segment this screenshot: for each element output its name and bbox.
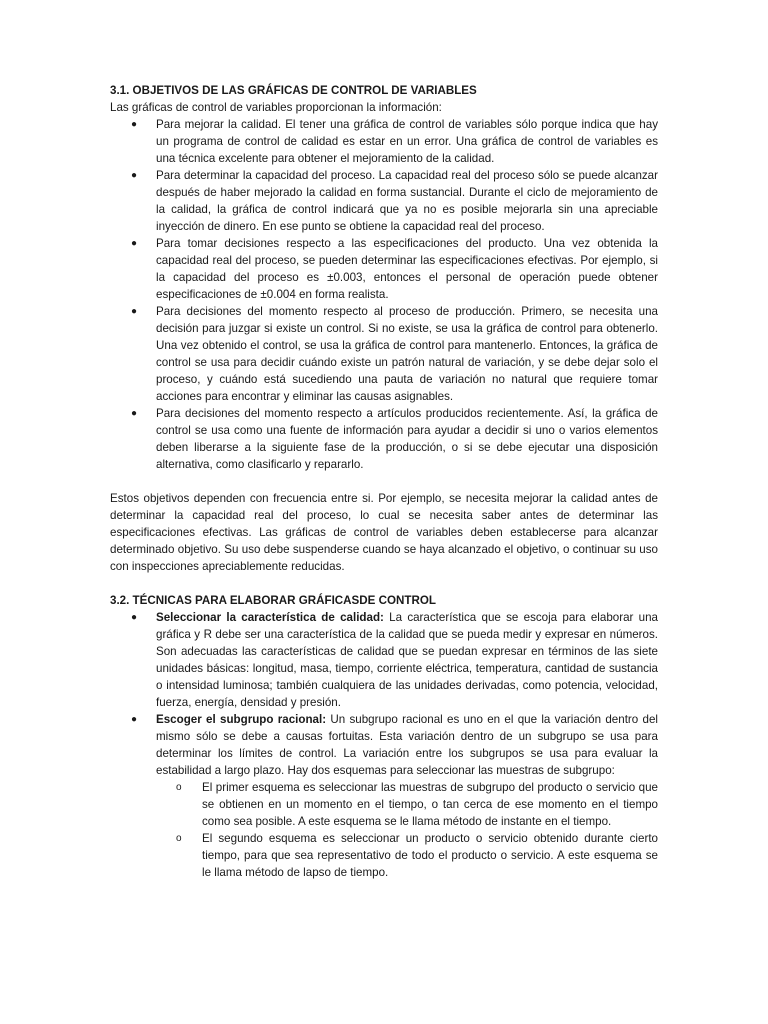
- bullet-icon: ●: [131, 714, 138, 725]
- list-item-text: Para mejorar la calidad. El tener una gráfica de control de variables sólo porque indica que hay un programa de control de calidad es estar en un error. Una gráfica de control de variables es una técnica excelente para obtener el mejoramiento de la calidad.: [156, 118, 658, 165]
- sub-list-item-text: El primer esquema es seleccionar las muestras de subgrupo del producto o servicio que se obtienen en un momento en el tiempo, o tan cerca de ese momento en el tiempo como sea posible. A este esquema se le llama método de instante en el tiempo.: [202, 781, 658, 828]
- list-item: [131, 116, 658, 167]
- circle-bullet-icon: o: [176, 782, 182, 793]
- list-item: [131, 711, 658, 881]
- list-item-text: Para tomar decisiones respecto a las especificaciones del producto. Una vez obtenida la capacidad real del proceso, se pueden determinar las especificaciones efectivas. Por ejemplo, si la capacidad del proceso es ±0.003, entonces el personal de operación puede obtener especificaciones de ±0.004 en forma realista.: [156, 237, 658, 301]
- circle-bullet-icon: o: [176, 833, 182, 844]
- bullet-icon: ●: [131, 119, 138, 130]
- list-item-text: Para decisiones del momento respecto a artículos producidos recientemente. Así, la gráfica de control se usa como una fuente de información para ayudar a decidir si uno o varios elementos deben liberarse a la siguiente fase de la producción, o si se debe ejecutar una disposición alternativa, como clasificarlo y repararlo.: [156, 407, 658, 471]
- list-item: [131, 167, 658, 235]
- list-item: [131, 303, 658, 405]
- list-item-text: Para decisiones del momento respecto al proceso de producción. Primero, se necesita una decisión para juzgar si existe un control. Si no existe, se usa la gráfica de control para obtenerlo. Una vez obtenido el control, se usa la gráfica de control para mantenerlo. Entonces, la gráfica de control se usa para decidir cuándo existe un patrón natural de variación, y se debe dejar solo el proceso, y cuándo está sucediendo una pauta de variación no natural que requiere tomar acciones para encontrar y eliminar las causas asignables.: [156, 305, 658, 403]
- sub-list-item-text: El segundo esquema es seleccionar un producto o servicio obtenido durante cierto tiempo, para que sea representativo de todo el producto o servicio. A este esquema se le llama método de lapso de tiempo.: [202, 832, 658, 879]
- bullet-icon: ●: [131, 170, 138, 181]
- techniques-list: [110, 609, 658, 881]
- document-page: [110, 82, 658, 881]
- sub-list: [156, 779, 658, 881]
- list-item: [131, 609, 658, 711]
- bullet-icon: ●: [131, 408, 138, 419]
- bullet-icon: ●: [131, 306, 138, 317]
- list-item-lead: Escoger el subgrupo racional:: [156, 713, 327, 726]
- intro-paragraph: Las gráficas de control de variables proporcionan la información:: [110, 101, 442, 114]
- section-heading-tecnicas: 3.2. TÉCNICAS PARA ELABORAR GRÁFICASDE CONTROL: [110, 594, 436, 607]
- list-item-lead: Seleccionar la característica de calidad:: [156, 611, 384, 624]
- spacer: [110, 473, 658, 490]
- closing-paragraph: Estos objetivos dependen con frecuencia entre si. Por ejemplo, se necesita mejorar la calidad antes de determinar la capacidad real del proceso, lo cual se necesita saber antes de determinar las especificaciones efectivas. Las gráficas de control de variables deben establecerse para alcanzar determinado objetivo. Su uso debe suspenderse cuando se haya alcanzado el objetivo, o continuar su uso con inspecciones apreciablemente reducidas.: [110, 492, 658, 573]
- objectives-list: [110, 116, 658, 473]
- sub-list-item: [176, 830, 658, 881]
- sub-list-item: [176, 779, 658, 830]
- section-heading-objetivos: 3.1. OBJETIVOS DE LAS GRÁFICAS DE CONTROL DE VARIABLES: [110, 84, 477, 97]
- spacer: [110, 575, 658, 592]
- bullet-icon: ●: [131, 612, 138, 623]
- list-item-text: La característica que se escoja para elaborar una gráfica y R debe ser una característica de la calidad que se pueda medir y expresar en números. Son adecuadas las características de calidad que se puedan expresar en términos de las siete unidades básicas: longitud, masa, tiempo, corriente eléctrica, temperatura, cantidad de sustancia o intensidad luminosa; también cualquiera de las unidades derivadas, como potencia, velocidad, fuerza, energía, densidad y presión.: [156, 611, 658, 709]
- list-item-text: Un subgrupo racional es uno en el que la variación dentro del mismo sólo se debe a causas fortuitas. Esta variación dentro de un subgrupo se usa para determinar los límites de control. La variación entre los subgrupos se usa para evaluar la estabilidad a largo plazo. Hay dos esquemas para seleccionar las muestras de subgrupo:: [156, 713, 658, 777]
- list-item: [131, 405, 658, 473]
- bullet-icon: ●: [131, 238, 138, 249]
- list-item: [131, 235, 658, 303]
- list-item-text: Para determinar la capacidad del proceso. La capacidad real del proceso sólo se puede alcanzar después de haber mejorado la calidad en forma sustancial. Durante el ciclo de mejoramiento de la calidad, la gráfica de control indicará que ya no es posible mejorarla sin una apreciable inyección de dinero. En ese punto se obtiene la capacidad real del proceso.: [156, 169, 658, 233]
